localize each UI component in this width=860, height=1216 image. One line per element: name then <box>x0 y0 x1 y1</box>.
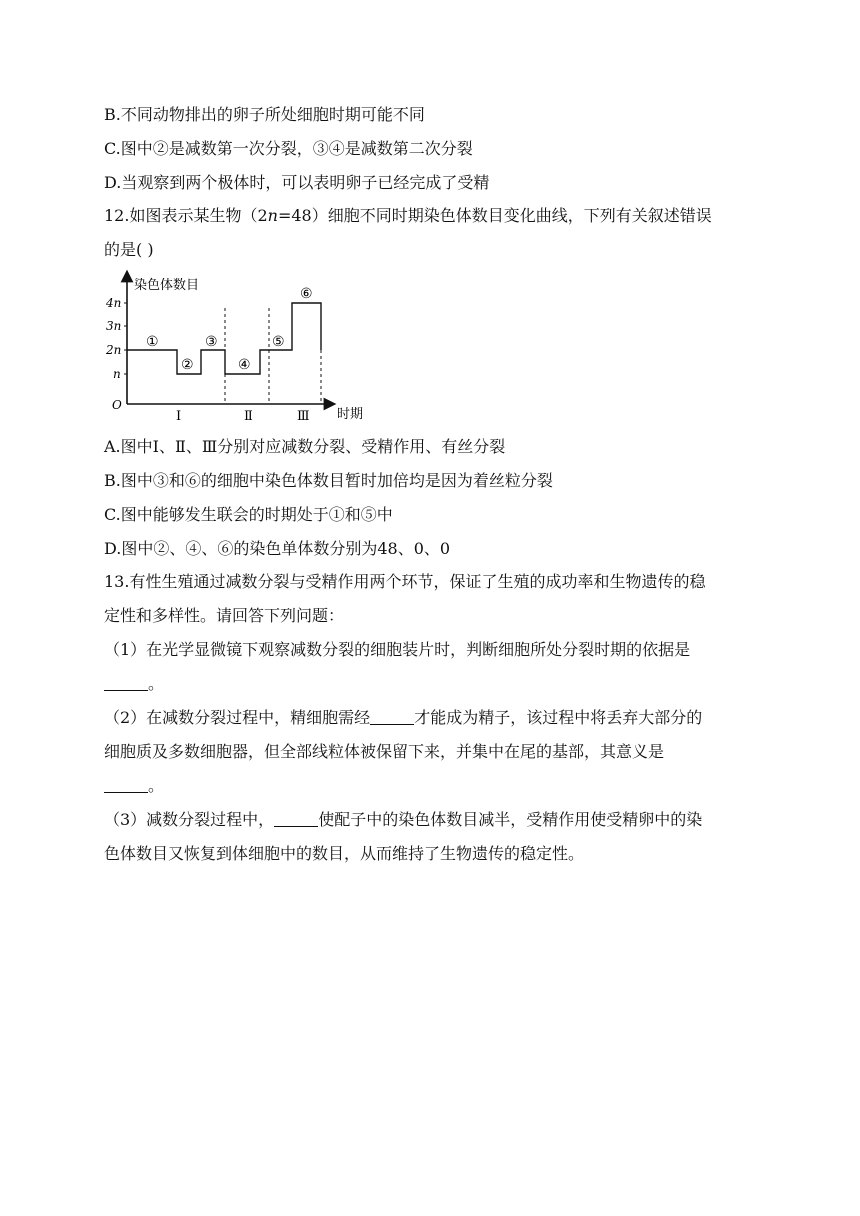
option-c-q11: C.图中②是减数第一次分裂，③④是减数第二次分裂 <box>104 139 473 158</box>
stage-label-6: ⑥ <box>300 286 313 302</box>
q13-part1-tail: 。 <box>148 674 165 693</box>
q13-part1-line1: （1）在光学显微镜下观察减数分裂的细胞装片时，判断细胞所处分裂时期的依据是 <box>104 640 691 659</box>
answer-blank[interactable] <box>104 676 148 691</box>
q13-part2-line3 <box>104 776 164 796</box>
y-tick-3n: 3n <box>106 319 122 333</box>
option-b-q11: B.不同动物排出的卵子所处细胞时期可能不同 <box>104 105 425 124</box>
answer-blank[interactable] <box>104 778 148 793</box>
y-tick-n: n <box>113 367 121 381</box>
q12-stem-post: =48）细胞不同时期染色体数目变化曲线，下列有关叙述错误 <box>277 206 712 225</box>
q12-stem-n: n <box>267 206 278 225</box>
stage-label-5: ⑤ <box>272 334 285 350</box>
y-axis-label: 染色体数目 <box>134 278 200 293</box>
chromosome-count-diagram <box>104 268 374 428</box>
period-label-2: Ⅱ <box>244 409 253 424</box>
q12-stem-line1 <box>104 206 712 226</box>
stage-label-2: ② <box>181 357 194 373</box>
q12-option-a: A.图中Ⅰ、Ⅱ、Ⅲ分别对应减数分裂、受精作用、有丝分裂 <box>104 437 506 456</box>
x-axis-label: 时期 <box>337 407 364 422</box>
q13-part3-post: 使配子中的染色体数目减半，受精作用使受精卵中的染 <box>318 810 703 829</box>
stage-label-4: ④ <box>238 357 251 373</box>
q13-part2-line2: 细胞质及多数细胞器，但全部线粒体被保留下来，并集中在尾的基部，其意义是 <box>104 742 665 761</box>
q13-part2-tail: 。 <box>148 776 165 795</box>
period-label-3: Ⅲ <box>297 409 310 424</box>
q12-option-c: C.图中能够发生联会的时期处于①和⑤中 <box>104 505 393 524</box>
q12-stem-line2: 的是( ) <box>104 240 154 259</box>
stage-label-1: ① <box>146 334 159 350</box>
q13-part3-pre: （3）减数分裂过程中， <box>104 810 275 829</box>
q12-stem-pre: 12.如图表示某生物（2 <box>104 206 268 225</box>
y-tick-2n: 2n <box>106 343 122 357</box>
q13-part1-line2 <box>104 674 164 694</box>
period-label-1: Ⅰ <box>176 409 182 424</box>
origin-label: O <box>112 398 122 412</box>
q13-part3-line2: 色体数目又恢复到体细胞中的数目，从而维持了生物遗传的稳定性。 <box>104 844 585 863</box>
q12-option-b: B.图中③和⑥的细胞中染色体数目暂时加倍均是因为着丝粒分裂 <box>104 471 553 490</box>
answer-blank[interactable] <box>274 812 318 827</box>
option-d-q11: D.当观察到两个极体时，可以表明卵子已经完成了受精 <box>104 173 490 192</box>
q12-option-d: D.图中②、④、⑥的染色单体数分别为48、0、0 <box>104 539 451 558</box>
answer-blank[interactable] <box>370 710 414 725</box>
q13-stem-line2: 定性和多样性。请回答下列问题： <box>104 606 345 625</box>
q13-part2-pre: （2）在减数分裂过程中，精细胞需经 <box>104 708 371 727</box>
stage-label-3: ③ <box>205 334 218 350</box>
q13-part3-line1 <box>104 810 702 830</box>
q13-part2-line1 <box>104 708 702 728</box>
q13-stem-line1: 13.有性生殖通过减数分裂与受精作用两个环节，保证了生殖的成功率和生物遗传的稳 <box>104 572 706 591</box>
y-tick-4n: 4n <box>106 296 122 310</box>
q13-part2-post: 才能成为精子，该过程中将丢弃大部分的 <box>414 708 703 727</box>
